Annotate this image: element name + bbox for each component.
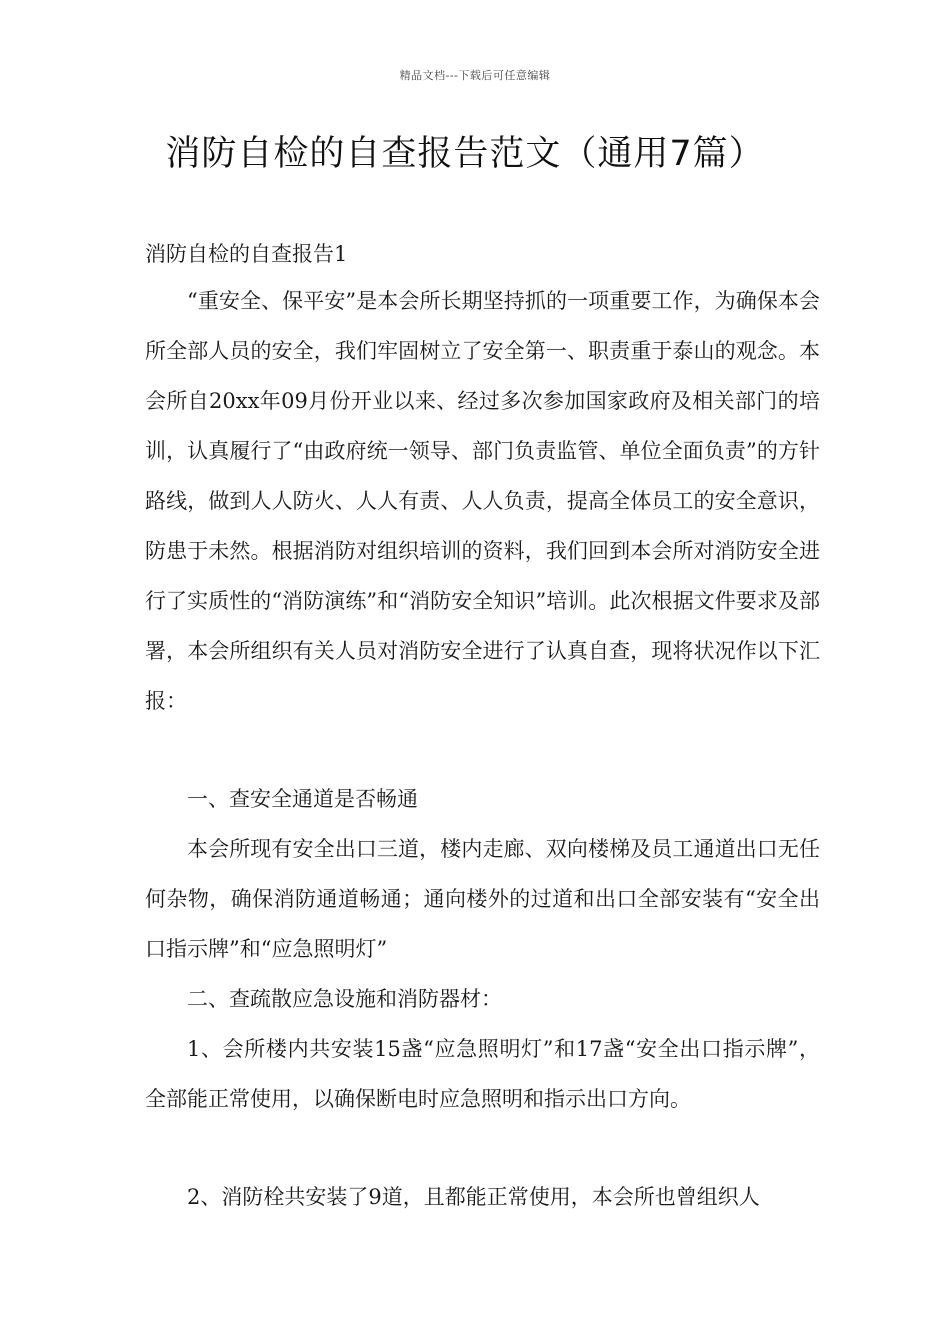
intro-paragraph: “重安全、保平安”是本会所长期坚持抓的一项重要工作，为确保本会所全部人员的安全，我们牢固树立了安全第一、职责重于泰山的观念。本会所自20xx年09月份开业以来、经过多次参加国家政府及相关部门的培训，认真履行了“由政府统一领导、部门负责监管、单位全面负责”的方针路线，做到人人防火、人人有责、人人负责，提高全体员工的安全意识，防患于未然。根据消防对组织培训的资料，我们回到本会所对消防安全进行了实质性的“消防演练”和“消防安全知识”培训。此次根据文件要求及部署，本会所组织有关人员对消防安全进行了认真自查，现将状况作以下汇报： — [145, 289, 820, 713]
item1-paragraph: 1、会所楼内共安装15盏“应急照明灯”和17盏“安全出口指示牌”，全部能正常使用，以确保断电时应急照明和指示出口方向。 — [145, 1037, 820, 1111]
section-subtitle: 消防自检的自查报告1 — [145, 242, 348, 266]
section1-heading: 一、查安全通道是否畅通 — [187, 787, 418, 811]
header-note: 精品文档---下载后可任意编辑 — [399, 69, 551, 82]
section2-heading: 二、查疏散应急设施和消防器材： — [187, 987, 502, 1011]
document-title: 消防自检的自查报告范文（通用7篇） — [165, 134, 765, 174]
item2-paragraph: 2、消防栓共安装了9道，且都能正常使用，本会所也曾组织人 — [187, 1185, 760, 1209]
section1-paragraph: 本会所现有安全出口三道，楼内走廊、双向楼梯及员工通道出口无任何杂物，确保消防通道畅通；通向楼外的过道和出口全部安装有“安全出口指示牌”和“应急照明灯” — [145, 837, 820, 961]
